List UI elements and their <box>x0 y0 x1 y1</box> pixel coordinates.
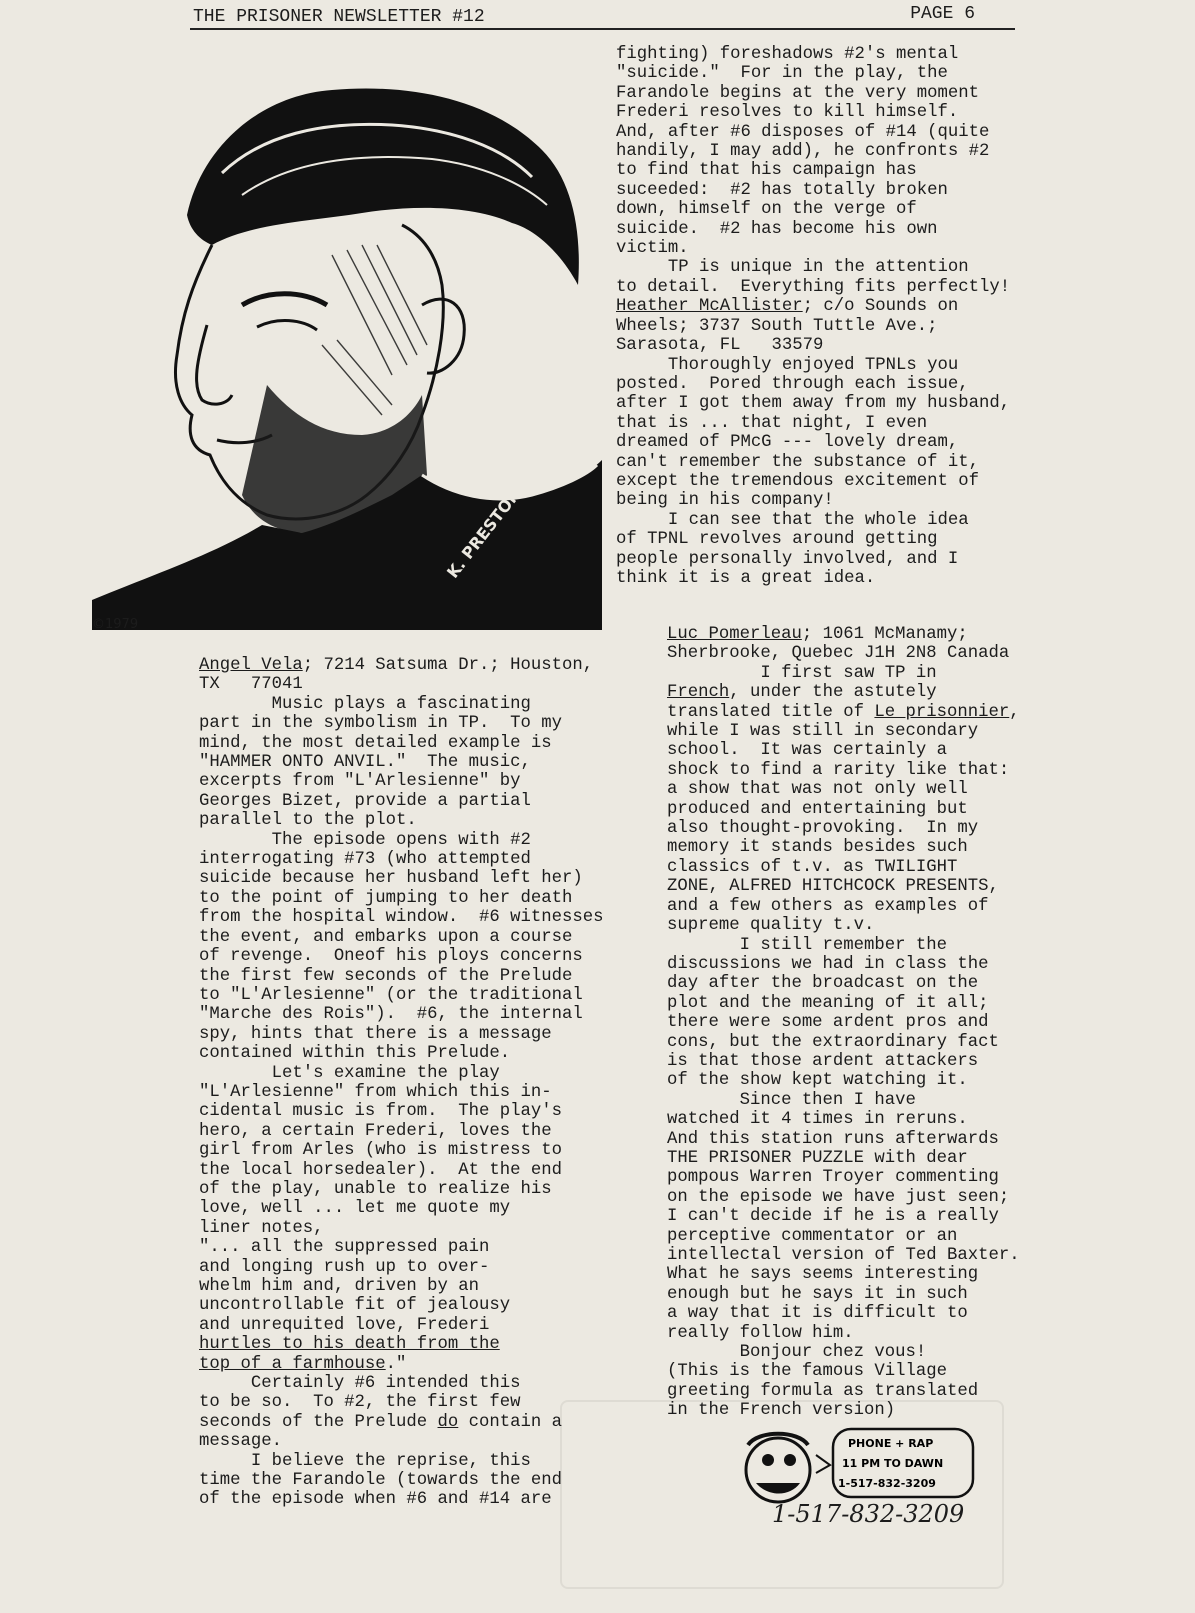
text-line: The episode opens with #2 <box>199 830 531 850</box>
text-line: shock to find a rarity like that: <box>667 760 1010 780</box>
text-line: Luc Pomerleau; 1061 McManamy; <box>667 625 968 644</box>
text-line: Angel Vela; 7214 Satsuma Dr.; Houston, <box>199 656 594 675</box>
text-line: I can see that the whole idea <box>616 510 969 530</box>
text-line: "L'Arlesienne" from which this in- <box>199 1082 552 1102</box>
text-line: whelm him and, driven by an <box>199 1277 480 1296</box>
text-line: I still remember the <box>667 935 948 955</box>
text-line: Sarasota, FL 33579 <box>616 336 824 356</box>
text-line: memory it stands besides such <box>667 838 968 858</box>
text-line: enough but he says it in such <box>667 1284 968 1304</box>
text-line: produced and entertaining but <box>667 799 968 819</box>
text-line: of revenge. Oneof his ploys concerns <box>199 947 583 967</box>
portrait-illustration <box>92 55 602 630</box>
text-line: of TPNL revolves around getting <box>616 530 938 550</box>
text-line: Music plays a fascinating <box>199 694 531 714</box>
text-line: people personally involved, and I <box>616 549 959 569</box>
text-line: the event, and embarks upon a course <box>199 927 573 947</box>
phone-number: 1-517-832-3209 <box>772 1500 965 1528</box>
text-line: a show that was not only well <box>667 780 968 800</box>
artist-signature: K. PRESTON <box>443 484 525 582</box>
text-line: also thought-provoking. In my <box>667 819 979 839</box>
text-line: Thoroughly enjoyed TPNLs you <box>616 355 959 375</box>
text-line: French, under the astutely <box>667 683 937 703</box>
text-line: a way that it is difficult to <box>667 1304 968 1324</box>
text-line: supreme quality t.v. <box>667 916 875 936</box>
text-line: part in the symbolism in TP. To my <box>199 714 562 734</box>
text-line: "... all the suppressed pain <box>199 1238 490 1258</box>
page-number: PAGE 6 <box>910 4 975 24</box>
right-column-lower <box>667 625 1087 1421</box>
text-line: "HAMMER ONTO ANVIL." The music, <box>199 753 531 773</box>
text-line: love, well ... let me quote my <box>199 1199 511 1219</box>
text-line: contained within this Prelude. <box>199 1044 511 1064</box>
text-line: being in his company! <box>616 491 834 511</box>
text-line: message. <box>199 1432 282 1452</box>
text-line: dreamed of PMcG --- lovely dream, <box>616 433 959 453</box>
text-line: Heather McAllister; c/o Sounds on <box>616 297 959 317</box>
text-line: perceptive commentator or an <box>667 1226 958 1246</box>
text-line: cons, but the extraordinary fact <box>667 1032 999 1052</box>
text-line: Frederi resolves to kill himself. <box>616 103 959 123</box>
text-line: top of a farmhouse." <box>199 1354 407 1374</box>
text-line: that is ... that night, I even <box>616 413 928 433</box>
text-line: Certainly #6 intended this <box>199 1374 521 1394</box>
left-column <box>199 656 669 1510</box>
text-line: hero, a certain Frederi, loves the <box>199 1121 552 1141</box>
text-line: and a few others as examples of <box>667 896 989 916</box>
text-line: to find that his campaign has <box>616 161 917 181</box>
text-line: THE PRISONER PUZZLE with dear <box>667 1148 968 1168</box>
text-line: Wheels; 3737 South Tuttle Ave.; <box>616 316 938 336</box>
text-line: to "L'Arlesienne" (or the traditional <box>199 985 583 1005</box>
text-line: to be so. To #2, the first few <box>199 1393 521 1413</box>
text-line: spy, hints that there is a message <box>199 1024 552 1044</box>
text-line: of the play, unable to realize his <box>199 1179 552 1199</box>
text-line: "suicide." For in the play, the <box>616 64 948 84</box>
phone-ad-line3: 1-517-832-3209 <box>838 1477 936 1490</box>
text-line: suicide because her husband left her) <box>199 869 583 889</box>
text-line: to the point of jumping to her death <box>199 888 573 908</box>
text-line: classics of t.v. as TWILIGHT <box>667 857 958 877</box>
text-line: watched it 4 times in reruns. <box>667 1110 968 1130</box>
text-line: handily, I may add), he confronts #2 <box>616 142 990 162</box>
text-line: time the Farandole (towards the end <box>199 1471 562 1491</box>
text-line: think it is a great idea. <box>616 568 876 588</box>
text-line: Since then I have <box>667 1090 916 1110</box>
text-line: victim. <box>616 239 689 259</box>
text-line: of the episode when #6 and #14 are <box>199 1490 552 1510</box>
text-line: translated title of Le prisonnier, <box>667 702 1020 722</box>
text-line: girl from Arles (who is mistress to <box>199 1141 562 1161</box>
text-line: discussions we had in class the <box>667 954 989 974</box>
text-line: uncontrollable fit of jealousy <box>199 1296 511 1316</box>
right-column <box>616 45 1066 588</box>
text-line: parallel to the plot. <box>199 811 417 831</box>
text-line: from the hospital window. #6 witnesses <box>199 908 604 928</box>
text-line: Sherbrooke, Quebec J1H 2N8 Canada <box>667 644 1010 664</box>
text-line: And this station runs afterwards <box>667 1129 999 1149</box>
text-line: I first saw TP in <box>667 663 937 683</box>
text-line: seconds of the Prelude do contain a <box>199 1412 562 1432</box>
phone-ad-line2: 11 PM TO DAWN <box>842 1457 944 1470</box>
page-header <box>190 4 1015 30</box>
text-line: the local horsedealer). At the end <box>199 1160 562 1180</box>
text-line: there were some ardent pros and <box>667 1013 989 1033</box>
phone-ad-line1: PHONE + RAP <box>848 1437 934 1450</box>
text-line: Bonjour chez vous! <box>667 1343 927 1363</box>
text-line: "Marche des Rois"). #6, the internal <box>199 1005 583 1025</box>
text-line: TP is unique in the attention <box>616 258 969 278</box>
text-line: really follow him. <box>667 1323 854 1343</box>
text-line: can't remember the substance of it, <box>616 452 979 472</box>
text-line: And, after #6 disposes of #14 (quite <box>616 122 990 142</box>
text-line: suceeded: #2 has totally broken <box>616 180 948 200</box>
text-line: school. It was certainly a <box>667 741 948 761</box>
text-line: after I got them away from my husband, <box>616 394 1011 414</box>
copyright-mark: ©1979 <box>92 617 139 632</box>
text-line: to detail. Everything fits perfectly! <box>616 277 1011 297</box>
newsletter-title: THE PRISONER NEWSLETTER #12 <box>193 7 485 27</box>
text-line: fighting) foreshadows #2's mental <box>616 45 959 64</box>
text-line: Let's examine the play <box>199 1063 500 1083</box>
text-line: Georges Bizet, provide a partial <box>199 791 531 811</box>
text-line: in the French version) <box>667 1401 896 1421</box>
text-line: suicide. #2 has become his own <box>616 219 938 239</box>
text-line: TX 77041 <box>199 675 303 695</box>
text-line: and unrequited love, Frederi <box>199 1315 490 1335</box>
text-line: of the show kept watching it. <box>667 1071 968 1091</box>
text-line: hurtles to his death from the <box>199 1335 500 1355</box>
text-line: I can't decide if he is a really <box>667 1207 999 1227</box>
text-line: ZONE, ALFRED HITCHCOCK PRESENTS, <box>667 877 999 897</box>
text-line: greeting formula as translated <box>667 1381 979 1401</box>
text-line: the first few seconds of the Prelude <box>199 966 573 986</box>
text-line: plot and the meaning of it all; <box>667 993 989 1013</box>
text-line: pompous Warren Troyer commenting <box>667 1168 999 1188</box>
text-line: mind, the most detailed example is <box>199 733 552 753</box>
text-line: day after the broadcast on the <box>667 974 979 994</box>
text-line: intellectal version of Ted Baxter. <box>667 1246 1020 1265</box>
text-line: down, himself on the verge of <box>616 200 917 220</box>
text-line: I believe the reprise, this <box>199 1451 531 1471</box>
text-line: excerpts from "L'Arlesienne" by <box>199 772 521 792</box>
text-line: is that those ardent attackers <box>667 1051 979 1071</box>
text-line: except the tremendous excitement of <box>616 471 979 491</box>
text-line: What he says seems interesting <box>667 1265 979 1285</box>
text-line: on the episode we have just seen; <box>667 1187 1010 1207</box>
text-line: liner notes, <box>199 1218 324 1238</box>
text-line: interrogating #73 (who attempted <box>199 850 531 870</box>
text-line: (This is the famous Village <box>667 1362 948 1382</box>
text-line: cidental music is from. The play's <box>199 1102 562 1122</box>
text-line: Farandole begins at the very moment <box>616 83 979 103</box>
text-line: posted. Pored through each issue, <box>616 374 969 394</box>
text-line: and longing rush up to over- <box>199 1257 490 1277</box>
text-line: while I was still in secondary <box>667 722 979 742</box>
